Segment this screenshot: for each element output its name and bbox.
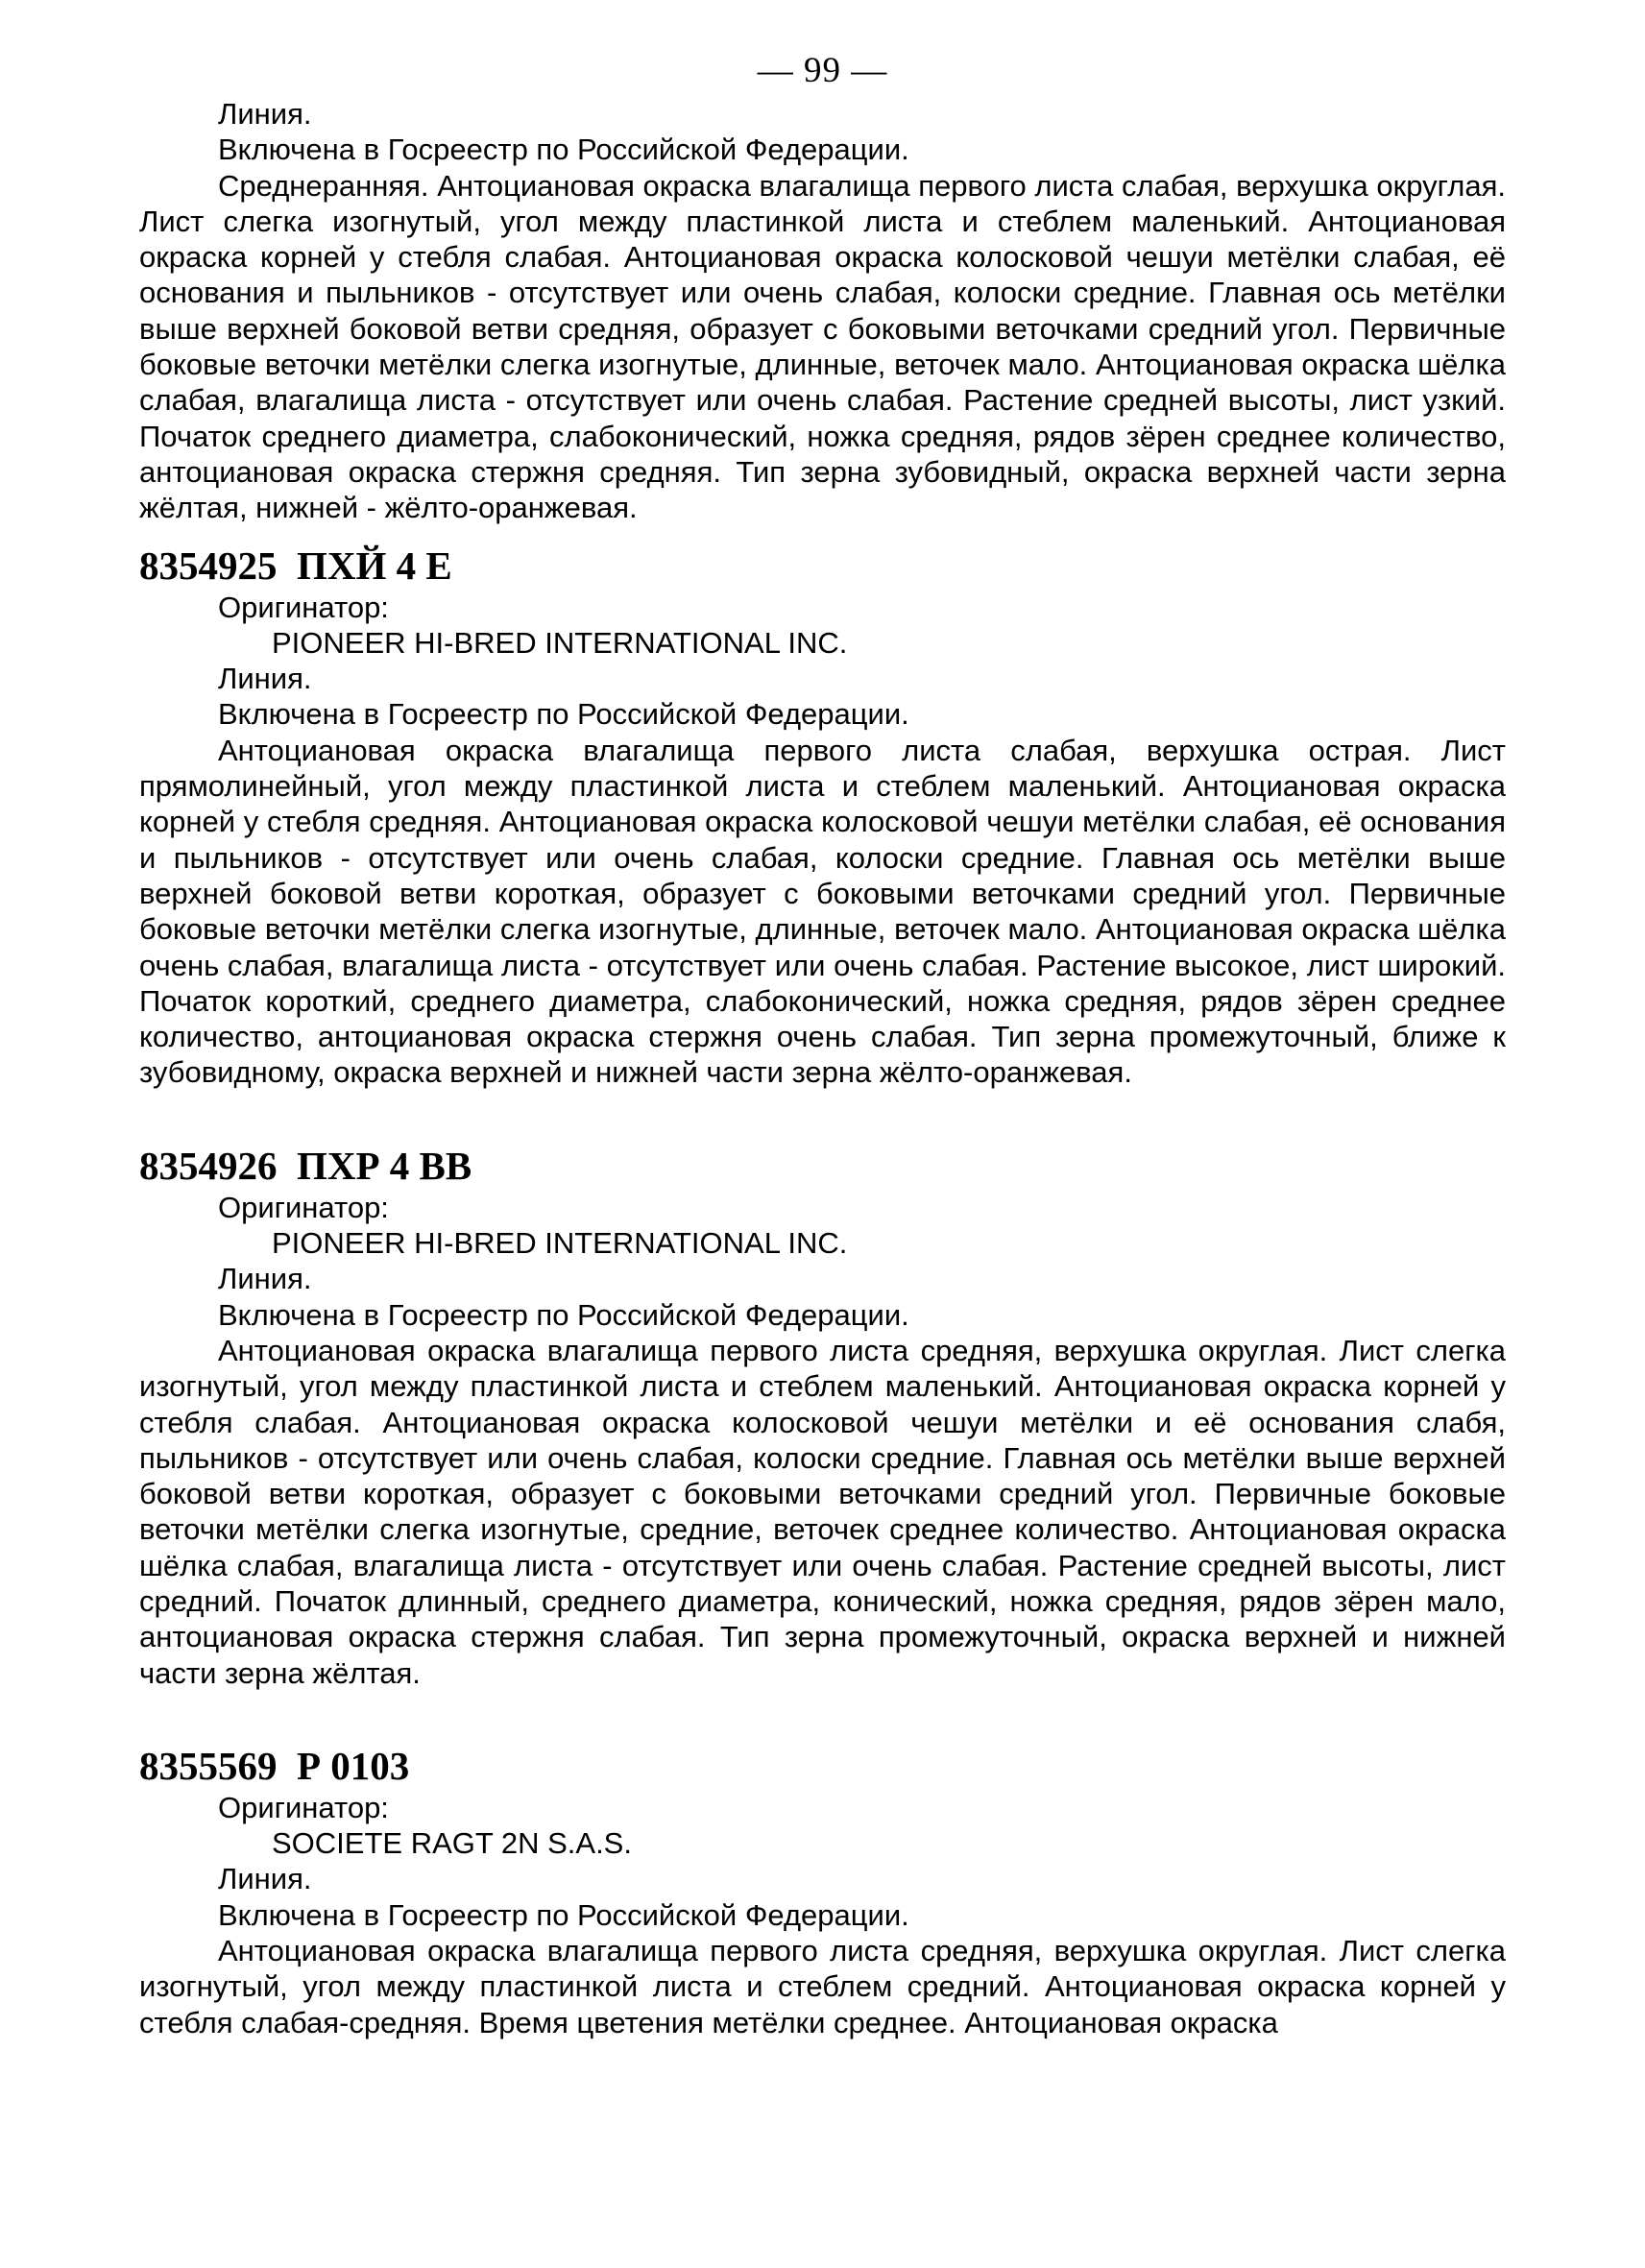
register-note: Включена в Госреестр по Российской Федерации.: [218, 697, 909, 732]
type-label: Линия.: [218, 1262, 312, 1296]
originator-name: PIONEER HI-BRED INTERNATIONAL INC.: [272, 625, 848, 660]
type-label: Линия.: [218, 1862, 312, 1896]
page-number: — 99 —: [757, 51, 888, 90]
register-note: Включена в Госреестр по Российской Федерации.: [218, 1897, 909, 1932]
type-label: Линия.: [218, 97, 312, 131]
originator-label: Оригинатор:: [218, 1790, 389, 1824]
entry-8354925: [139, 542, 1506, 1091]
entry-heading: 8355569 Р 0103: [139, 1743, 410, 1788]
type-label: Линия.: [218, 662, 312, 696]
description: Среднеранняя. Антоциановая окраска влагалища первого листа слабая, верхушка округлая. Лист слегка изогнутый, угол между пластинкой листа и стеблем маленький. Антоциановая окраска корней у стебля слабая. Антоциановая окраска колосковой чешуи метёлки слабая, её основания и пыльников - отсутствует или очень слабая, колоски средние. Главная ось метёлки выше верхней боковой ветви средняя, образует с боковыми веточками средний угол. Первичные боковые веточки метёлки слегка изогнутые, длинные, веточек мало. Антоциановая окраска шёлка слабая, влагалища листа - отсутствует или очень слабая. Растение средней высоты, лист узкий. Початок среднего диаметра, слабоконический, ножка средняя, рядов зёрен среднее количество, антоциановая окраска стержня средняя. Тип зерна зубовидный, окраска верхней части зерна жёлтая, нижней - жёлто-оранжевая.: [139, 168, 1506, 525]
intro-section: [139, 96, 1506, 526]
originator-name: SOCIETE RAGT 2N S.A.S.: [272, 1826, 632, 1861]
entry-8354926: [139, 1142, 1506, 1691]
description: Антоциановая окраска влагалища первого листа средняя, верхушка округлая. Лист слегка изогнутый, угол между пластинкой листа и стеблем средний. Антоциановая окраска корней у стебля слабая-средняя. Время цветения метёлки среднее. Антоциановая окраска: [139, 1934, 1506, 2039]
originator-name: PIONEER HI-BRED INTERNATIONAL INC.: [272, 1226, 848, 1261]
entry-heading: 8354925 ПХЙ 4 Е: [139, 543, 452, 588]
register-note: Включена в Госреестр по Российской Федерации.: [218, 133, 909, 167]
originator-label: Оригинатор:: [218, 590, 389, 624]
register-note: Включена в Госреестр по Российской Федерации.: [218, 1297, 909, 1332]
page-content: [139, 96, 1506, 2040]
originator-label: Оригинатор:: [218, 1190, 389, 1224]
entry-heading: 8354926 ПХР 4 ВВ: [139, 1143, 472, 1188]
description: Антоциановая окраска влагалища первого листа слабая, верхушка острая. Лист прямолинейный, угол между пластинкой листа и стеблем маленький. Антоциановая окраска корней у стебля средняя. Антоциановая окраска колосковой чешуи метёлки слабая, её основания и пыльников - отсутствует или очень слабая, колоски средние. Главная ось метёлки выше верхней боковой ветви короткая, образует с боковыми веточками средний угол. Первичные боковые веточки метёлки слегка изогнутые, длинные, веточек мало. Антоциановая окраска шёлка очень слабая, влагалища листа - отсутствует или очень слабая. Растение высокое, лист широкий. Початок короткий, среднего диаметра, слабоконический, ножка средняя, рядов зёрен среднее количество, антоциановая окраска стержня очень слабая. Тип зерна промежуточный, ближе к зубовидному, окраска верхней и нижней части зерна жёлто-оранжевая.: [139, 733, 1506, 1090]
entry-8355569: [139, 1742, 1506, 2040]
description: Антоциановая окраска влагалища первого листа средняя, верхушка округлая. Лист слегка изогнутый, угол между пластинкой листа и стеблем маленький. Антоциановая окраска корней у стебля слабая. Антоциановая окраска колосковой чешуи метёлки и её основания слабя, пыльников - отсутствует или очень слабая, колоски средние. Главная ось метёлки выше верхней боковой ветви короткая, образует с боковыми веточками средний угол. Первичные боковые веточки метёлки слегка изогнутые, средние, веточек среднее количество. Антоциановая окраска шёлка слабая, влагалища листа - отсутствует или очень слабая. Растение средней высоты, лист средний. Початок длинный, среднего диаметра, конический, ножка средняя, рядов зёрен мало, антоциановая окраска стержня слабая. Тип зерна промежуточный, окраска верхней и нижней части зерна жёлтая.: [139, 1333, 1506, 1690]
